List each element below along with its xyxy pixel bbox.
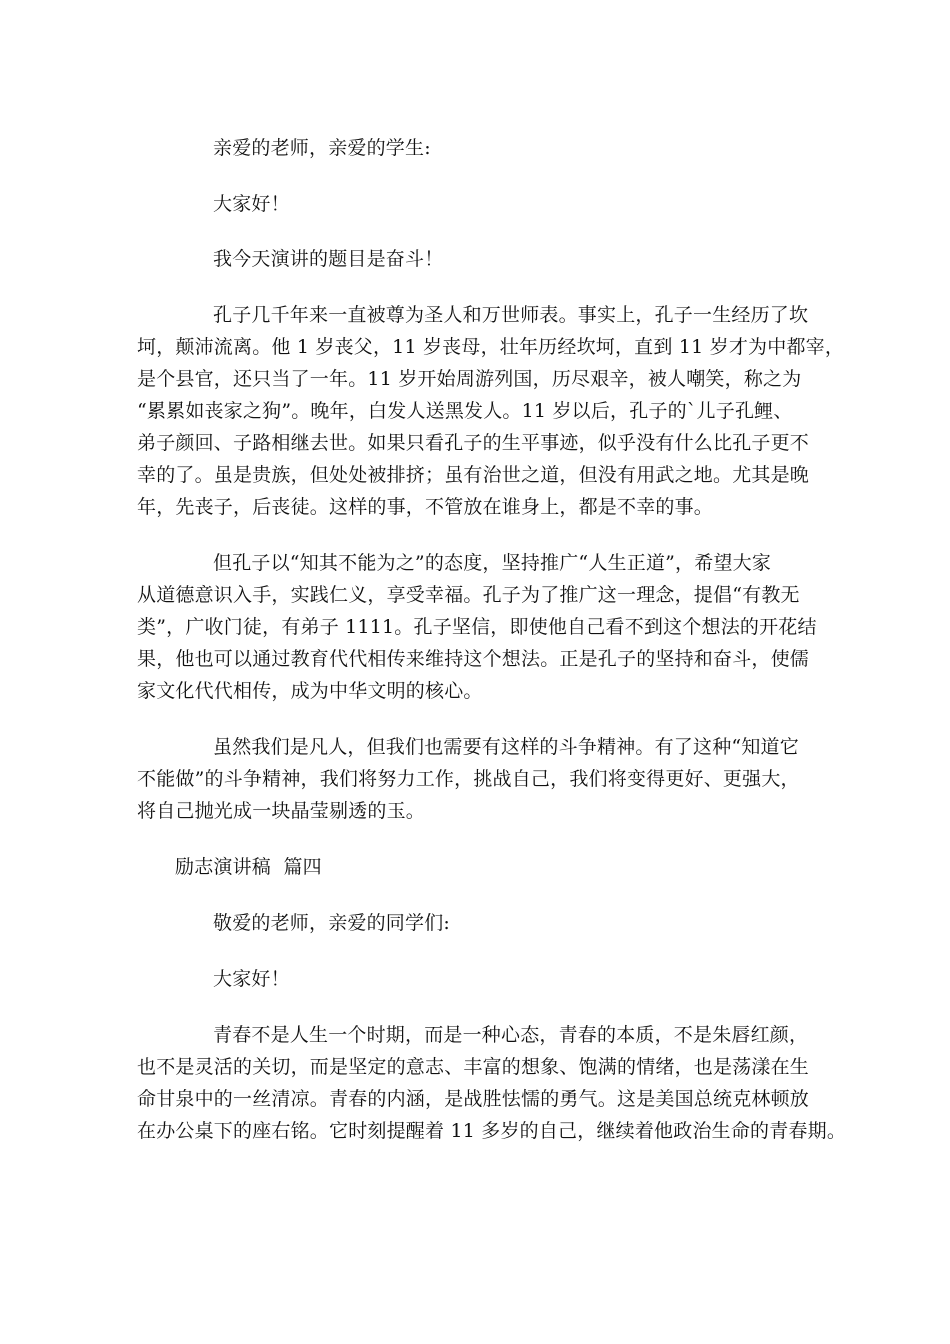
paragraph-line: 孔子几千年来一直被尊为圣人和万世师表。事实上，孔子一生经历了坎 (213, 304, 809, 326)
paragraph-line: 在办公桌下的座右铭。它时刻提醒着 11 多岁的自己，继续着他政治生命的青春期。 (137, 1120, 847, 1142)
greeting-hello-2: 大家好！ (213, 968, 290, 990)
paragraph-line: 幸的了。虽是贵族，但处处被排挤；虽有治世之道，但没有用武之地。尤其是晚 (137, 464, 810, 486)
paragraph-line: 不能做”的斗争精神，我们将努力工作，挑战自己，我们将变得更好、更强大， (137, 768, 800, 790)
paragraph-line: 从道德意识入手，实践仁义，享受幸福。孔子为了推广这一理念，提倡“有教无 (137, 584, 800, 606)
greeting-line-teachers-students: 亲爱的老师，亲爱的学生: (213, 137, 431, 159)
paragraph-line: 家文化代代相传，成为中华文明的核心。 (137, 680, 483, 702)
paragraph-line: 青春不是人生一个时期，而是一种心态，青春的本质，不是朱唇红颜， (213, 1024, 809, 1046)
paragraph-line: 命甘泉中的一丝清凉。青春的内涵，是战胜怯懦的勇气。这是美国总统克林顿放 (137, 1088, 810, 1110)
paragraph-line: 也不是灵活的关切，而是坚定的意志、丰富的想象、饱满的情绪，也是荡漾在生 (137, 1056, 810, 1078)
paragraph-line: 年，先丧子，后丧徒。这样的事，不管放在谁身上，都是不幸的事。 (137, 496, 714, 518)
paragraph-line: 坷，颠沛流离。他 1 岁丧父，11 岁丧母，壮年历经坎坷，直到 11 岁才为中都宰， (137, 336, 845, 358)
greeting-hello-1: 大家好！ (213, 193, 290, 215)
section-title: 励志演讲稿 篇四 (175, 856, 322, 878)
paragraph-line: 但孔子以“知其不能为之”的态度，坚持推广“人生正道”，希望大家 (213, 552, 772, 574)
paragraph-line: 果，他也可以通过教育代代相传来维持这个想法。正是孔子的坚持和奋斗，使儒 (137, 648, 810, 670)
paragraph-line: 类”，广收门徒，有弟子 1111。孔子坚信，即使他自己看不到这个想法的开花结 (137, 616, 817, 638)
paragraph-line: 弟子颜回、子路相继去世。如果只看孔子的生平事迹，似乎没有什么比孔子更不 (137, 432, 810, 454)
paragraph-line: 是个县官，还只当了一年。11 岁开始周游列国，历尽艰辛，被人嘲笑，称之为 (137, 368, 802, 390)
speech-topic: 我今天演讲的题目是奋斗！ (213, 248, 444, 270)
greeting-line-teachers-classmates: 敬爱的老师，亲爱的同学们: (213, 912, 451, 934)
paragraph-line: 将自己抛光成一块晶莹剔透的玉。 (137, 800, 426, 822)
paragraph-line: “累累如丧家之狗”。晚年，白发人送黑发人。11 岁以后，孔子的`儿子孔鲤、 (137, 400, 793, 422)
paragraph-line: 虽然我们是凡人，但我们也需要有这样的斗争精神。有了这种“知道它 (213, 736, 799, 758)
